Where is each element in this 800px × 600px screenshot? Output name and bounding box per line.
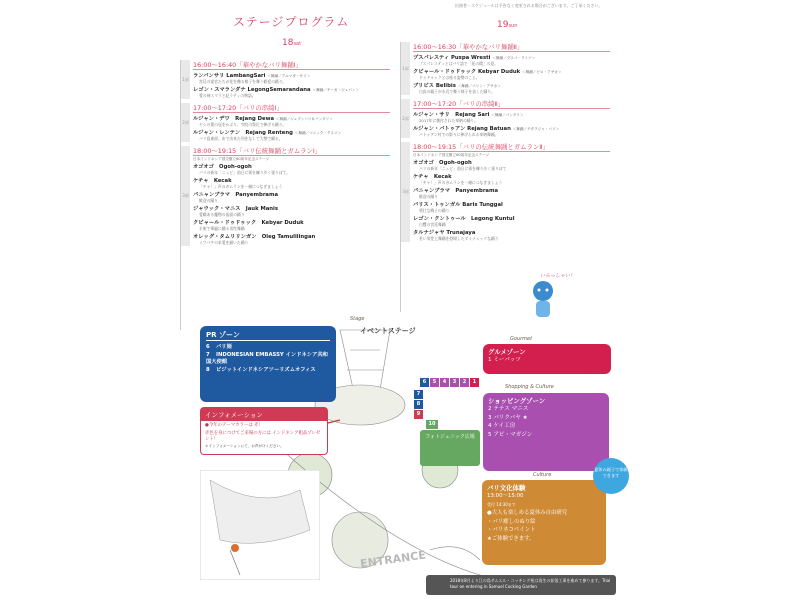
program-part-label: 2部 bbox=[181, 103, 190, 142]
program-item-name: ルジャン・デワ Rejang Dewa ＜舞踊／ジュプンバリ＆バンダリ＞ bbox=[193, 116, 333, 122]
program-item-desc: 白鷺の宮廷舞踊 bbox=[419, 222, 446, 227]
pr-zone-title: PR ゾーン bbox=[206, 330, 330, 341]
culture-item: ・バリ癒しのぬり絵 bbox=[487, 518, 536, 525]
shopping-item: 4 ケイ工房 bbox=[488, 423, 516, 429]
gourmet-caption: Gourmet bbox=[510, 336, 533, 342]
culture-sub: 受付 14:30まで bbox=[487, 501, 516, 507]
program-item-name: ケチャ Kecak bbox=[193, 178, 232, 184]
gourmet-zone-box bbox=[483, 344, 611, 374]
summer-bubble: 夏休み親子で体験できます bbox=[593, 458, 629, 494]
program-part-label: 1部 bbox=[181, 60, 190, 99]
map-marker-number: 8 bbox=[414, 400, 423, 409]
program-block-title: 16:00～16:40「華やかなバリ舞踊Ⅰ」 bbox=[193, 60, 390, 70]
mascot-head bbox=[533, 281, 553, 301]
photogenic-plaza: フォトジェニック広場 bbox=[420, 430, 480, 466]
stage-number: 2 bbox=[460, 378, 469, 387]
program-item-name: クビャール・ドゥドゥック Kebyar Duduk ＜舞踊／ビロ・アサカ＞ bbox=[413, 69, 562, 75]
program-block-title: 18:00～19:15「バリの伝統舞踊とガムランⅡ」 bbox=[413, 142, 610, 152]
program-item-name: パニャンブラマ Panyembrama bbox=[193, 192, 279, 198]
program-item-desc: バリの新年「ニュピ」前日に街を練り歩く張りぼて bbox=[419, 166, 507, 171]
pr-zone-number: 8 bbox=[206, 366, 210, 373]
program-item-name: レゴン・スマランダナ LegongSemarandana ＜舞踊／チーガ・ジュパン＞ bbox=[193, 87, 360, 93]
tower-rings bbox=[347, 350, 383, 390]
arch-path bbox=[430, 547, 480, 560]
program-block-title: 18:00～19:15「バリ伝統舞踊とガムランⅠ」 bbox=[193, 146, 390, 156]
program-block-title: 16:00～16:30「華やかなバリ舞踊Ⅱ」 bbox=[413, 42, 610, 52]
program-item-name: ジャウック・マニス Jauk Manis bbox=[193, 206, 279, 212]
program-item-desc: 「チャ！」声のガムランを一緒につなぎましょう bbox=[199, 184, 283, 189]
schedule-note: 出演者・スケジュールは予告なく変更される場合がございます。ご了承ください。 bbox=[455, 3, 603, 8]
map-marker-number: 9 bbox=[414, 410, 423, 419]
program-item-desc: バリの新年「ニュピ」前日に街を練り歩く張りぼて。 bbox=[199, 170, 291, 175]
program-item-performer: ＜舞踊／バンダリ＞ bbox=[491, 113, 524, 117]
stage-number: 6 bbox=[420, 378, 429, 387]
program-item-desc: ミツバチの求愛を描いた踊り bbox=[199, 240, 249, 245]
program-item-desc: 愛の神スマラと妃ラティの物語。 bbox=[199, 93, 256, 98]
stage-number: 4 bbox=[440, 378, 449, 387]
pr-zone-name: ビジットインドネシアツーリズムオフィス bbox=[216, 366, 316, 373]
program-part-label: 3部 bbox=[181, 146, 190, 246]
culture-list bbox=[487, 509, 601, 543]
program-item-performer: ＜舞踊／マニック・クスマ＞ bbox=[294, 131, 342, 135]
gourmet-item: 1 ミーバッツ bbox=[488, 357, 522, 363]
mascot-body bbox=[536, 301, 550, 317]
pr-zone-box bbox=[200, 326, 336, 402]
stage-number: 3 bbox=[450, 378, 459, 387]
program-item-performer: ＜舞踊／パリン・アサカ＞ bbox=[457, 84, 501, 88]
shopping-list bbox=[488, 405, 604, 439]
lighthouse-icon bbox=[231, 544, 239, 552]
page-title: ステージプログラム bbox=[233, 15, 350, 29]
program-block bbox=[181, 60, 390, 99]
day-19-label: 19sun bbox=[497, 20, 518, 30]
pr-zone-item bbox=[206, 344, 330, 352]
program-item-name: ランバンサリ LambangSari ＜舞踊／アルマタ・サリ＞ bbox=[193, 73, 311, 79]
pr-zone-number: 6 bbox=[206, 344, 210, 350]
information-title: インフォメーション bbox=[201, 408, 327, 421]
stage-caption: Stage bbox=[350, 316, 365, 322]
program-item-name: オゴオゴ Ogoh-ogoh bbox=[193, 164, 252, 170]
theme-color-text: ●今年のテーマカラーは 赤！ bbox=[205, 423, 263, 428]
day-18-label: 18sat bbox=[282, 38, 302, 48]
culture-item: ・バリネコペイント bbox=[487, 527, 536, 533]
program-item-performer: ＜舞踊／プスパ・ラトナ＞ bbox=[492, 56, 536, 60]
program-block-subtitle: 日本インドネシア国交樹立60周年記念ステージ bbox=[193, 157, 270, 161]
information-box bbox=[200, 407, 328, 455]
program-part-label: 2部 bbox=[401, 99, 410, 138]
program-part-label: 3部 bbox=[401, 142, 410, 242]
program-block bbox=[401, 142, 610, 242]
shopping-zone-box bbox=[483, 393, 609, 471]
present-text: 赤色を身につけてご来場の方には インドネシア粗品プレゼント！ bbox=[205, 431, 321, 442]
program-item-name: ブリビス Belibis ＜舞踊／パリン・アサカ＞ bbox=[413, 83, 501, 89]
program-item-desc: 「チャ！」声のガムランを一緒につなぎましょう bbox=[419, 180, 503, 185]
program-block bbox=[401, 42, 610, 95]
program-item-performer: ＜舞踊／チーガ・ジュパン＞ bbox=[312, 88, 360, 92]
program-item-desc: プスパレスティとはバリ語で「花の精」の意。 bbox=[419, 61, 499, 66]
culture-caption: Culture bbox=[533, 472, 552, 478]
stage-number: 1 bbox=[470, 378, 479, 387]
shopping-item: 3 バリクバヤ ★ bbox=[488, 414, 528, 421]
culture-time: 13:00～15:00 bbox=[487, 493, 524, 499]
culture-title: バリ文化体験 bbox=[487, 484, 526, 492]
program-item-name: バリス・トゥンガル Baris Tunggal bbox=[413, 202, 503, 208]
shopping-item: 5 アピ・マガジン bbox=[488, 431, 533, 438]
map-marker-number: 7 bbox=[414, 390, 423, 399]
shopping-caption: Shopping & Culture bbox=[505, 384, 554, 390]
program-block-title: 17:00～17:20「バリの串綺Ⅱ」 bbox=[413, 99, 610, 109]
info-note: ＊インフォメーションにて、お声がけください。 bbox=[205, 444, 284, 448]
program-item-name: パニャンブラマ Panyembrama bbox=[413, 188, 499, 194]
pr-zone-item bbox=[206, 352, 330, 367]
program-item-desc: 2017年に創作された奉納の踊り。 bbox=[419, 118, 479, 123]
program-item-desc: 愛嬌ある魔物の仮面の踊り bbox=[199, 212, 245, 217]
program-item-desc: 白鳥の親子が水辺で舞う様子を表した踊り。 bbox=[419, 89, 495, 94]
program-item-name: ルジャン・レンテン Rejang Renteng ＜舞踊／マニック・クスマ＞ bbox=[193, 130, 342, 136]
pr-zone-name: INDONESIAN EMBASSY インドネシア共和国大使館 bbox=[206, 351, 328, 365]
mascot bbox=[523, 277, 563, 322]
program-item-desc: 宮廷の宴官たちが花を撒る様子を舞う歓迎の踊り。 bbox=[199, 79, 287, 84]
pr-zone-item bbox=[206, 367, 330, 375]
program-item-desc: バトゥアン村での祭りに捧げられる奉納舞踊。 bbox=[419, 132, 499, 137]
gourmet-title: グルメゾーン bbox=[488, 348, 526, 356]
program-item-name: クビャール・ドゥドゥック Kebyar Duduk bbox=[193, 220, 304, 226]
program-item-performer: ＜舞踊／アルマタ・サリ＞ bbox=[267, 74, 311, 78]
mascot-speech: いらっしゃい！ bbox=[540, 273, 576, 279]
access-map bbox=[200, 470, 320, 580]
shopping-title: ショッピングゾーン bbox=[488, 397, 546, 405]
program-item-name: プスパレスティ Puspa Wresti ＜舞踊／プスパ・ラトナ＞ bbox=[413, 55, 536, 61]
sun-column bbox=[400, 42, 610, 312]
program-item-desc: バリ島東部、布で出来た列をなして大勢で踊る。 bbox=[199, 136, 283, 141]
culture-item: ★ご体験できます。 bbox=[487, 535, 535, 542]
program-block bbox=[401, 99, 610, 138]
program-item-desc: ヤシの葉の冠をかぶり、寺院の祭礼で捧げる踊り。 bbox=[199, 122, 287, 127]
program-part-label: 1部 bbox=[401, 42, 410, 95]
program-item-desc: 勇壮な戦士の踊り bbox=[419, 208, 450, 213]
program-item-name: ルジャン・サリ Rejang Sari ＜舞踊／バンダリ＞ bbox=[413, 112, 524, 118]
program-item-performer: ＜舞踊／ジュプンバリ＆バンダリ＞ bbox=[275, 117, 333, 121]
program-item-performer: ＜舞踊／チタラジャ・バリ＞ bbox=[512, 127, 560, 131]
pr-zone-name: バリ姫 bbox=[216, 344, 232, 350]
program-block-title: 17:00～17:20「バリの串綺Ⅰ」 bbox=[193, 103, 390, 113]
program-item-desc: 若い男性上舞踊を登場したダイナミックな踊り bbox=[419, 236, 499, 241]
program-item-desc: 歓迎の踊り bbox=[419, 194, 438, 199]
culture-item: ●大人も楽しめる夏休み自由研究 bbox=[487, 510, 568, 516]
program-item-desc: 半座で華麗に踊る男性舞踊 bbox=[199, 226, 245, 231]
entrance-label: ENTRANCE bbox=[359, 548, 427, 571]
program-item-name: ルジャン・バトゥアン Rejang Batuan ＜舞踊／チタラジャ・バリ＞ bbox=[413, 126, 560, 132]
program-block bbox=[181, 146, 390, 246]
sat-column bbox=[180, 60, 390, 330]
shopping-item: 2 テテス マニス bbox=[488, 406, 529, 412]
program-block-subtitle: 日本インドネシア国交樹立60周年記念ステージ bbox=[413, 153, 490, 157]
map-marker-number: 10 bbox=[426, 420, 438, 429]
culture-box bbox=[482, 480, 606, 565]
program-item-performer: ＜舞踊／ビロ・アサカ＞ bbox=[522, 70, 562, 74]
stage-number: 5 bbox=[430, 378, 439, 387]
pr-zone-number: 7 bbox=[206, 351, 210, 358]
pr-zone-list bbox=[206, 344, 330, 374]
event-stage-label: イベントステージ bbox=[360, 327, 416, 335]
program-item-desc: ドゥドゥックとは座る姿勢のこと。 bbox=[419, 75, 480, 80]
program-item-name: レゴン・クントゥール Legong Kuntul bbox=[413, 216, 515, 222]
program-block bbox=[181, 103, 390, 142]
program-item-name: タルナジャヤ Trunajaya bbox=[413, 230, 476, 236]
program-item-desc: 歓迎の踊り bbox=[199, 198, 218, 203]
footer-note: 2018年8月より江の島サムエル・コッキング苑は再生の拡張工事を進めて参ります。Trial tour on entering in Samuel Cocking Garden bbox=[426, 575, 616, 595]
program-item-name: ケチャ Kecak bbox=[413, 174, 452, 180]
program-item-name: オレッグ・タムリリンガン Oleg Tamulilingan bbox=[193, 234, 316, 240]
program-item-name: オゴオゴ Ogoh-ogoh bbox=[413, 160, 472, 166]
